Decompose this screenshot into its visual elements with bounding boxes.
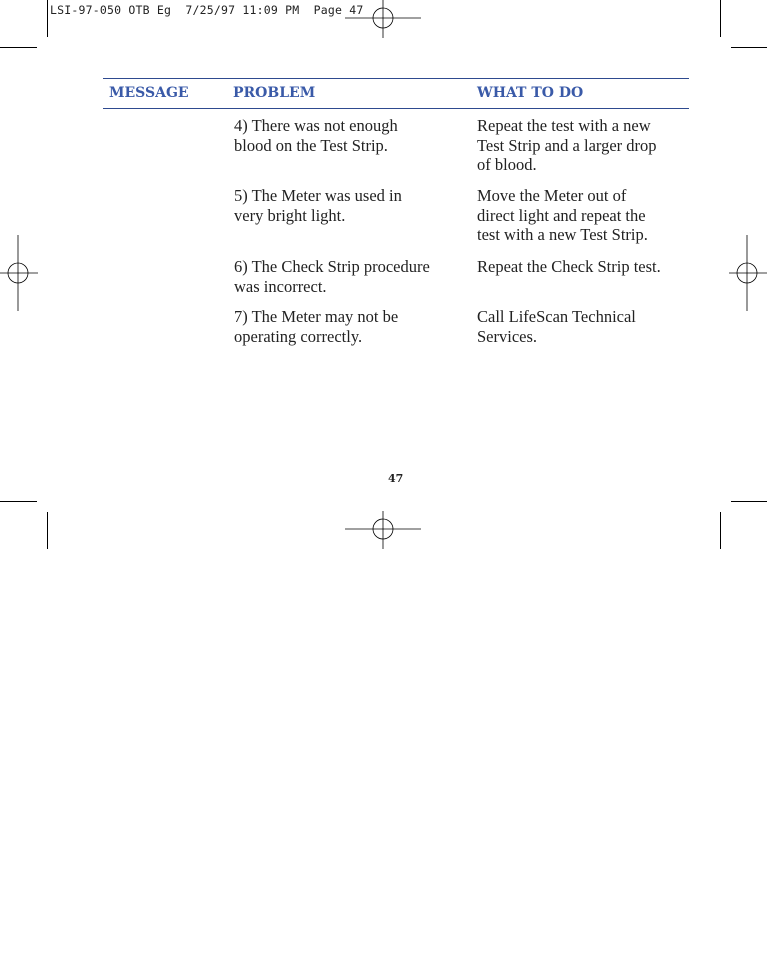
problem-cell: 4) There was not enough blood on the Test Strip. bbox=[234, 116, 398, 155]
what-to-do-cell: Repeat the Check Strip test. bbox=[477, 257, 661, 276]
crop-mark-bl-v bbox=[47, 512, 48, 549]
header-problem: PROBLEM bbox=[233, 85, 316, 101]
header-what-to-do: WHAT TO DO bbox=[477, 85, 584, 101]
crop-mark-tl-h bbox=[0, 47, 37, 48]
problem-cell: 6) The Check Strip procedure was incorrect. bbox=[234, 257, 430, 296]
printer-slug: LSI-97-050 OTB Eg 7/25/97 11:09 PM Page 47 bbox=[50, 3, 364, 17]
crop-mark-bl-h bbox=[0, 501, 37, 502]
registration-mark-top bbox=[345, 0, 421, 38]
table-header bbox=[103, 78, 689, 109]
page-number: 47 bbox=[388, 472, 404, 485]
crop-mark-tl-v bbox=[47, 0, 48, 37]
problem-cell: 7) The Meter may not be operating correctly. bbox=[234, 307, 399, 346]
registration-mark-right bbox=[729, 235, 767, 311]
crop-mark-br-h bbox=[731, 501, 767, 502]
what-to-do-cell: Repeat the test with a new Test Strip and a larger drop of blood. bbox=[477, 116, 657, 174]
what-to-do-cell: Call LifeScan Technical Services. bbox=[477, 307, 636, 346]
problem-cell: 5) The Meter was used in very bright light. bbox=[234, 186, 402, 225]
crop-mark-tr-h bbox=[731, 47, 767, 48]
crop-mark-br-v bbox=[720, 512, 721, 549]
what-to-do-cell: Move the Meter out of direct light and repeat the test with a new Test Strip. bbox=[477, 186, 648, 244]
registration-mark-bottom bbox=[345, 511, 421, 549]
header-message: MESSAGE bbox=[109, 85, 189, 101]
crop-mark-tr-v bbox=[720, 0, 721, 37]
registration-mark-left bbox=[0, 235, 38, 311]
